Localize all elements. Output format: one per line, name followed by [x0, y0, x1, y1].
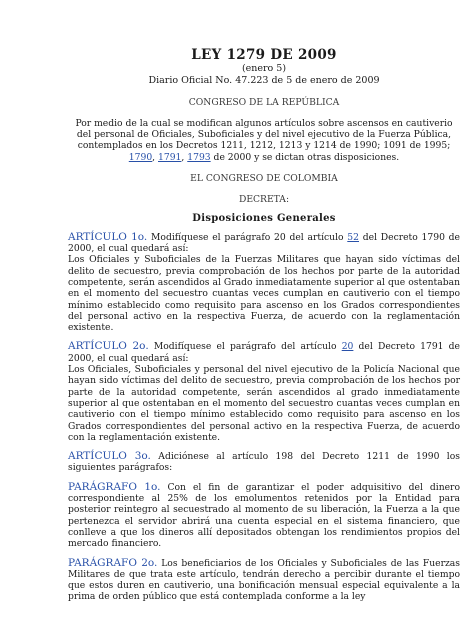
article-text: Modifíquese el parágrafo del artículo: [148, 341, 342, 353]
article-label: ARTÍCULO 2o.: [68, 340, 149, 353]
article-2: [68, 341, 460, 443]
decreta-label: DECRETA:: [238, 193, 290, 205]
article-text: Modifíquese el parágrafo 20 del artículo: [147, 231, 348, 243]
paragraph-text: Con el fin de garantizar el poder adquisitivo del dinero correspondiente al 25% de los emolumentos retenidos por la Entidad para posterior reintegro al secuestrado al momento de su liberación, la Fuerza a la que pertenezca el servidor abrirá una cuenta especial en el sistema financiero, que conlleve a que los dineros allí depositados obtengan los rendimientos propios del mercado financiero.: [68, 481, 460, 550]
article-text: del Decreto 1791 de 2000, el cual quedará así:: [68, 341, 460, 364]
law-description-end: de 2000 y se dictan otras disposiciones.: [210, 151, 400, 163]
paragraph-text: Los beneficiarios de los Oficiales y Suboficiales de las Fuerzas Militares de que trata este artículo, tendrán derecho a percibir durante el tiempo que estos duren en cautiverio, una bonificación mensual especial equivalente a la prima de orden público que está contemplada conforme a la ley: [68, 557, 460, 603]
separator: ,: [152, 151, 159, 163]
article-label: ARTÍCULO 1o.: [68, 230, 148, 243]
article-body: Los Oficiales y Suboficiales de la Fuerzas Militares que hayan sido víctimas del delito de secuestro, previa comprobación de los hechos por parte de la autoridad competente, serán ascendidos al Grado inmediatamente superior al que ostentaban en el momento del secuestro cuantas veces cumplan en cautiverio con el tiempo mínimo establecido como requisito para ascenso en los Grados correspondientes del personal activo en la respectiva Fuerza, de acuerdo con la reglamentación existente.: [68, 254, 460, 334]
document-title: LEY 1279 DE 2009: [191, 47, 337, 63]
paragraph-label: PARÁGRAFO 2o.: [68, 556, 158, 569]
gazette-reference: Diario Oficial No. 47.223 de 5 de enero de 2009: [148, 75, 380, 86]
article-text: del Decreto 1790 de 2000, el cual quedará así:: [68, 231, 460, 255]
article-52-link[interactable]: 52: [347, 231, 359, 243]
article-20-link[interactable]: 20: [341, 341, 354, 353]
law-description-text: Por medio de la cual se modifican algunos artículos sobre ascensos en cautiverio del personal de Oficiales, Suboficiales y del nivel ejecutivo de la Fuerza Pública, contemplados en los Decretos 1211, 1212, 1213 y 1214 de 1990; 1091 de 1995;: [75, 118, 453, 152]
paragraph-1: [68, 482, 460, 550]
decree-1790-link[interactable]: 1790: [128, 151, 153, 163]
separator: ,: [181, 151, 188, 163]
law-description: [68, 118, 460, 163]
document-date: (enero 5): [241, 63, 287, 74]
paragraph-label: PARÁGRAFO 1o.: [68, 480, 161, 493]
issuing-authority: CONGRESO DE LA REPÚBLICA: [188, 97, 340, 108]
decree-1791-link[interactable]: 1791: [158, 151, 182, 163]
section-heading: Disposiciones Generales: [192, 212, 336, 224]
article-text: Adiciónese al artículo 198 del Decreto 1211 de 1990 los siguientes parágrafos:: [68, 451, 460, 474]
decree-1793-link[interactable]: 1793: [187, 151, 211, 163]
article-body: Los Oficiales, Suboficiales y personal del nivel ejecutivo de la Policía Nacional que hayan sido víctimas del delito de secuestro, previa comprobación de los hechos por parte de la autoridad competente, serán ascendidos al grado inmediatamente superior al que ostentaban en el momento del secuestro cuantas veces cumplan en cautiverio con el tiempo mínimo establecido como requisito para ascenso en los Grados correspondientes del personal activo en la respectiva Fuerza, de acuerdo con la reglamentación existente.: [68, 364, 460, 443]
paragraph-2: [68, 558, 460, 603]
article-3: [68, 451, 460, 474]
article-label: ARTÍCULO 3o.: [68, 450, 151, 463]
article-1: [68, 232, 460, 334]
congress-label: EL CONGRESO DE COLOMBIA: [190, 172, 338, 184]
